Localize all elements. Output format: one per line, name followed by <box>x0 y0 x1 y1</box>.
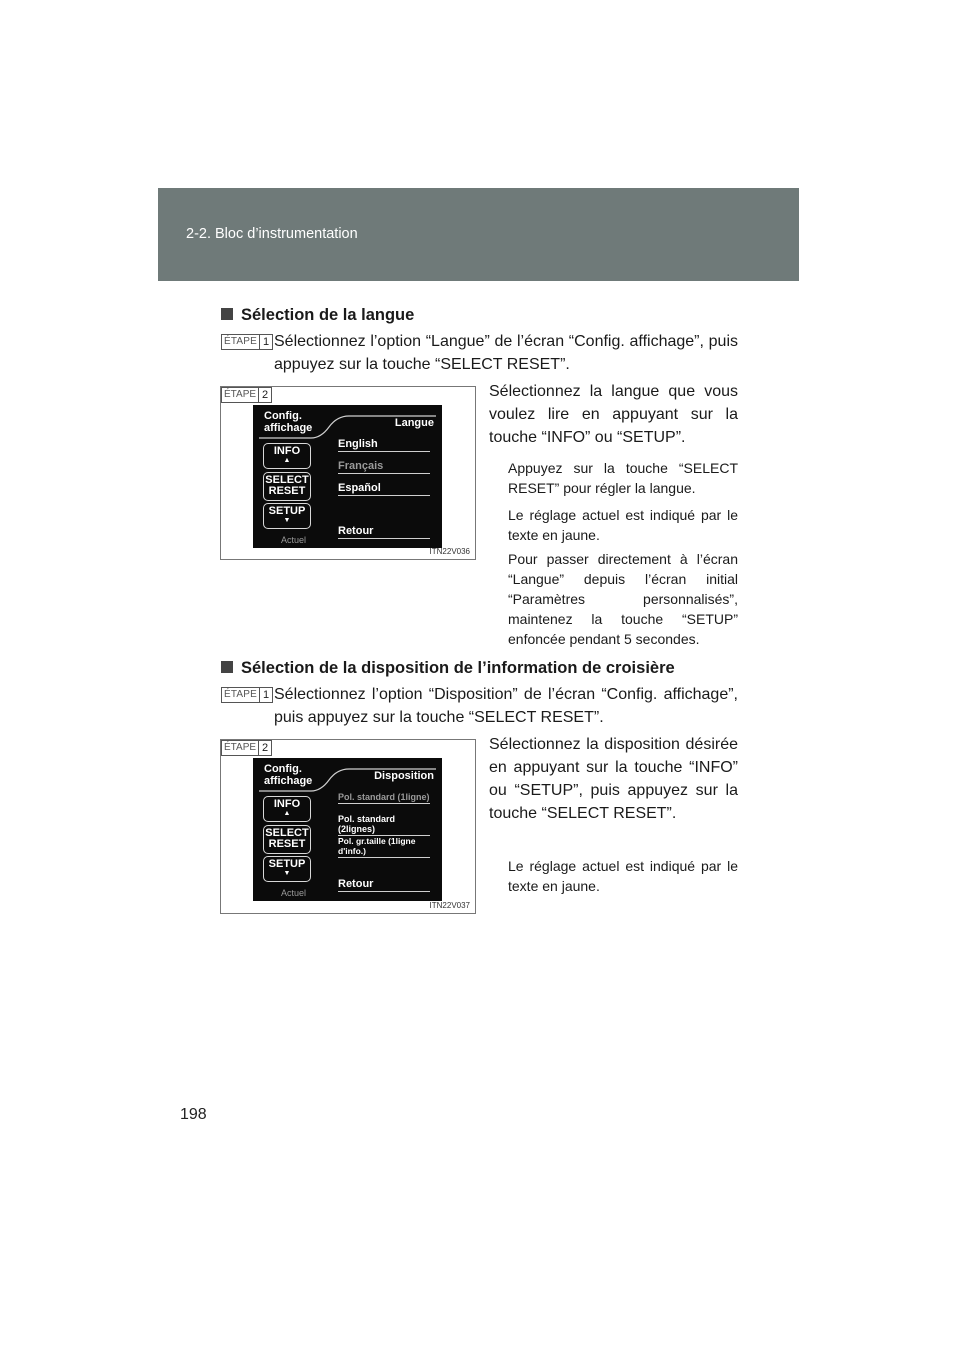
up-triangle-icon: ▲ <box>283 810 291 817</box>
actuel-label: Actuel <box>281 888 307 898</box>
bullet-square-icon <box>221 308 233 320</box>
screen-config-title <box>264 410 312 434</box>
option-item[interactable]: Français <box>338 460 430 474</box>
reset-label: RESET <box>268 838 306 850</box>
step-number: 2 <box>258 741 271 755</box>
select-label: SELECT <box>265 827 309 839</box>
select-reset-button[interactable] <box>263 825 311 854</box>
setup-button[interactable] <box>263 856 311 882</box>
disposition-note1: Le réglage actuel est indiqué par le texte en jaune. <box>508 858 738 894</box>
display-screen <box>253 758 442 901</box>
langue-step2-text: Sélectionnez la langue que vous voulez lire en appuyant sur la touche “INFO” ou “SETUP”. <box>489 383 738 446</box>
retour-option[interactable]: Retour <box>338 525 430 539</box>
option-item[interactable]: Pol. gr.taille (1ligne d'info.) <box>338 836 430 858</box>
step2-badge <box>221 387 272 403</box>
option-item[interactable]: Pol. standard (2lignes) <box>338 814 430 836</box>
info-label: INFO <box>273 445 301 457</box>
info-button[interactable] <box>263 796 311 822</box>
step-label: ÉTAPE <box>224 336 258 347</box>
info-button[interactable] <box>263 443 311 469</box>
step1-badge <box>221 687 273 703</box>
select-label: SELECT <box>265 474 309 486</box>
step-number: 2 <box>258 388 271 402</box>
step-number: 1 <box>259 688 272 702</box>
down-triangle-icon: ▼ <box>283 517 291 524</box>
figure-code: ITN22V036 <box>429 547 470 556</box>
actuel-label: Actuel <box>281 535 307 545</box>
title-line2: affichage <box>264 775 313 787</box>
disposition-heading <box>221 659 675 678</box>
langue-note1: Appuyez sur la touche “SELECT RESET” pour régler la langue. <box>508 460 738 496</box>
step-label: ÉTAPE <box>224 389 257 400</box>
select-reset-button[interactable] <box>263 472 311 501</box>
title-line1: Config. <box>264 410 302 422</box>
disposition-heading-text: Sélection de la disposition de l’information de croisière <box>241 659 675 677</box>
langue-note2: Le réglage actuel est indiqué par le texte en jaune. <box>508 507 738 543</box>
step-label: ÉTAPE <box>224 689 258 700</box>
disposition-figure <box>220 739 476 914</box>
setup-label: SETUP <box>268 858 306 870</box>
page-number: 198 <box>180 1106 207 1123</box>
reset-label: RESET <box>268 485 306 497</box>
title-line2: affichage <box>264 422 313 434</box>
option-item[interactable]: Español <box>338 482 430 496</box>
step-number: 1 <box>259 335 272 349</box>
option-item[interactable]: Pol. standard (1ligne) <box>338 792 430 802</box>
setup-label: SETUP <box>268 505 306 517</box>
langue-heading <box>221 306 414 325</box>
setup-button[interactable] <box>263 503 311 529</box>
langue-note3: Pour passer directement à l’écran “Langue” depuis l’écran initial “Paramètres personnalisés”, maintenez la touche “SETUP” enfoncée pendant 5 secondes. <box>508 551 738 647</box>
section-header <box>158 188 799 281</box>
display-screen <box>253 405 442 548</box>
title-line1: Config. <box>264 763 302 775</box>
up-triangle-icon: ▲ <box>283 457 291 464</box>
screen-title: Langue <box>394 417 434 429</box>
figure-code: ITN22V037 <box>429 901 470 910</box>
step2-badge <box>221 740 272 756</box>
step1-badge <box>221 334 273 350</box>
retour-option[interactable]: Retour <box>338 878 430 892</box>
screen-config-title <box>264 763 312 787</box>
down-triangle-icon: ▼ <box>283 870 291 877</box>
step-label: ÉTAPE <box>224 742 257 753</box>
langue-step1-text: Sélectionnez l’option “Langue” de l’écran “Config. affichage”, puis appuyez sur la touche “SELECT RESET”. <box>274 333 738 373</box>
langue-figure <box>220 386 476 560</box>
section-title: 2-2. Bloc d’instrumentation <box>186 226 358 242</box>
bullet-square-icon <box>221 661 233 673</box>
disposition-step1-text: Sélectionnez l’option “Disposition” de l’écran “Config. affichage”, puis appuyez sur la touche “SELECT RESET”. <box>274 686 738 726</box>
info-label: INFO <box>273 798 301 810</box>
disposition-step2-text: Sélectionnez la disposition désirée en appuyant sur la touche “INFO” ou “SETUP”, puis appuyez sur la touche “SELECT RESET”. <box>489 736 738 822</box>
screen-title: Disposition <box>374 770 434 782</box>
langue-heading-text: Sélection de la langue <box>241 306 415 324</box>
option-item[interactable]: English <box>338 438 430 452</box>
